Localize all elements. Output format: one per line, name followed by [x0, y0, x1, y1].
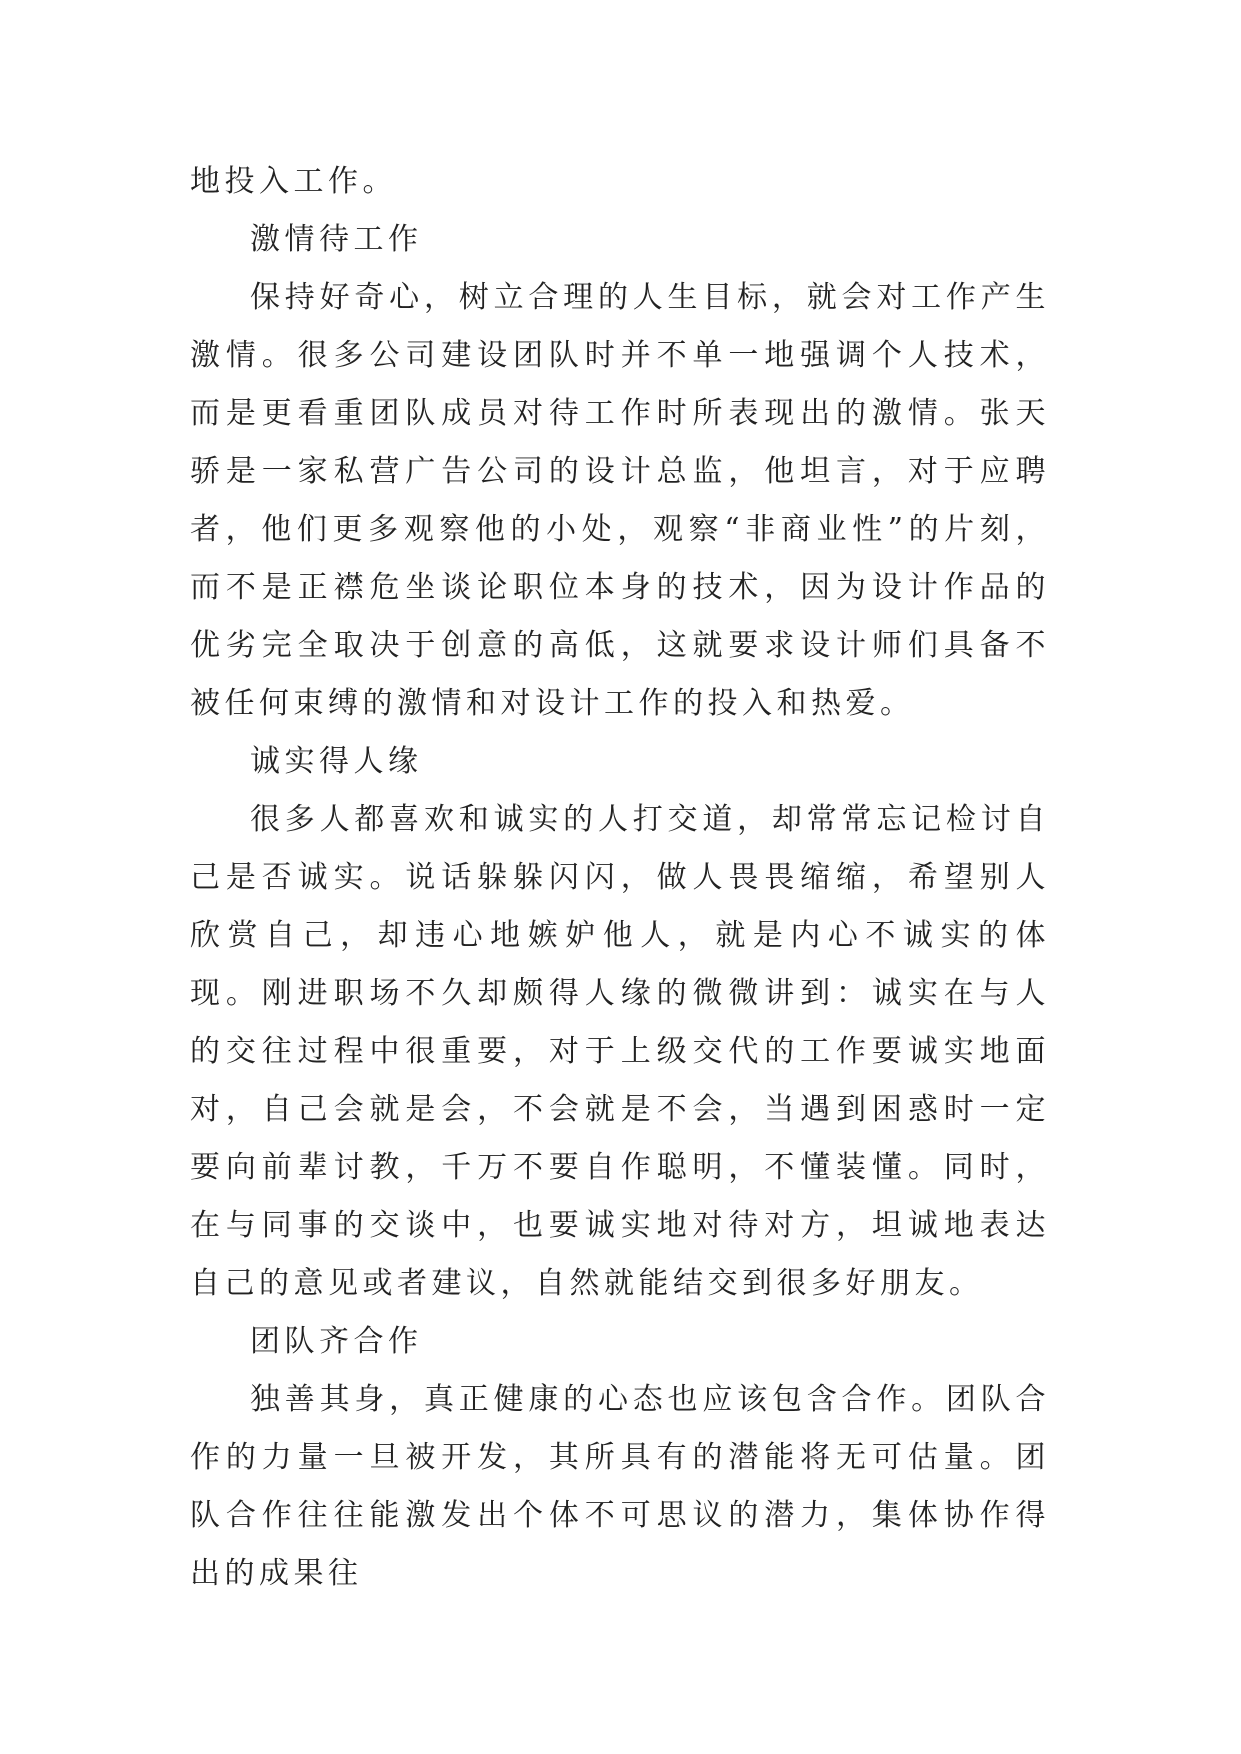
- paragraph-passion: 保持好奇心，树立合理的人生目标，就会对工作产生激情。很多公司建设团队时并不单一地强调个人技术，而是更看重团队成员对待工作时所表现出的激情。张天骄是一家私营广告公司的设计总监，他坦言，对于应聘者，他们更多观察他的小处，观察“非商业性”的片刻，而不是正襟危坐谈论职位本身的技术，因为设计作品的优劣完全取决于创意的高低，这就要求设计师们具备不被任何束缚的激情和对设计工作的投入和热爱。: [190, 280, 1050, 721]
- document-body: [190, 153, 1050, 1603]
- paragraph-honesty: 很多人都喜欢和诚实的人打交道，却常常忘记检讨自己是否诚实。说话躲躲闪闪，做人畏畏缩缩，希望别人欣赏自己，却违心地嫉妒他人，就是内心不诚实的体现。刚进职场不久却颇得人缘的微微讲到：诚实在与人的交往过程中很重要，对于上级交代的工作要诚实地面对，自己会就是会，不会就是不会，当遇到困惑时一定要向前辈讨教，千万不要自作聪明，不懂装懂。同时，在与同事的交谈中，也要诚实地对待对方，坦诚地表达自己的意见或者建议，自然就能结交到很多好朋友。: [190, 802, 1050, 1301]
- section-heading-honesty: 诚实得人缘: [250, 744, 423, 779]
- paragraph-teamwork: 独善其身，真正健康的心态也应该包含合作。团队合作的力量一旦被开发，其所具有的潜能将无可估量。团队合作往往能激发出个体不可思议的潜力，集体协作得出的成果往: [190, 1382, 1050, 1591]
- section-heading-passion: 激情待工作: [250, 222, 423, 257]
- section-heading-teamwork: 团队齐合作: [250, 1324, 423, 1359]
- continued-paragraph: 地投入工作。: [190, 164, 397, 199]
